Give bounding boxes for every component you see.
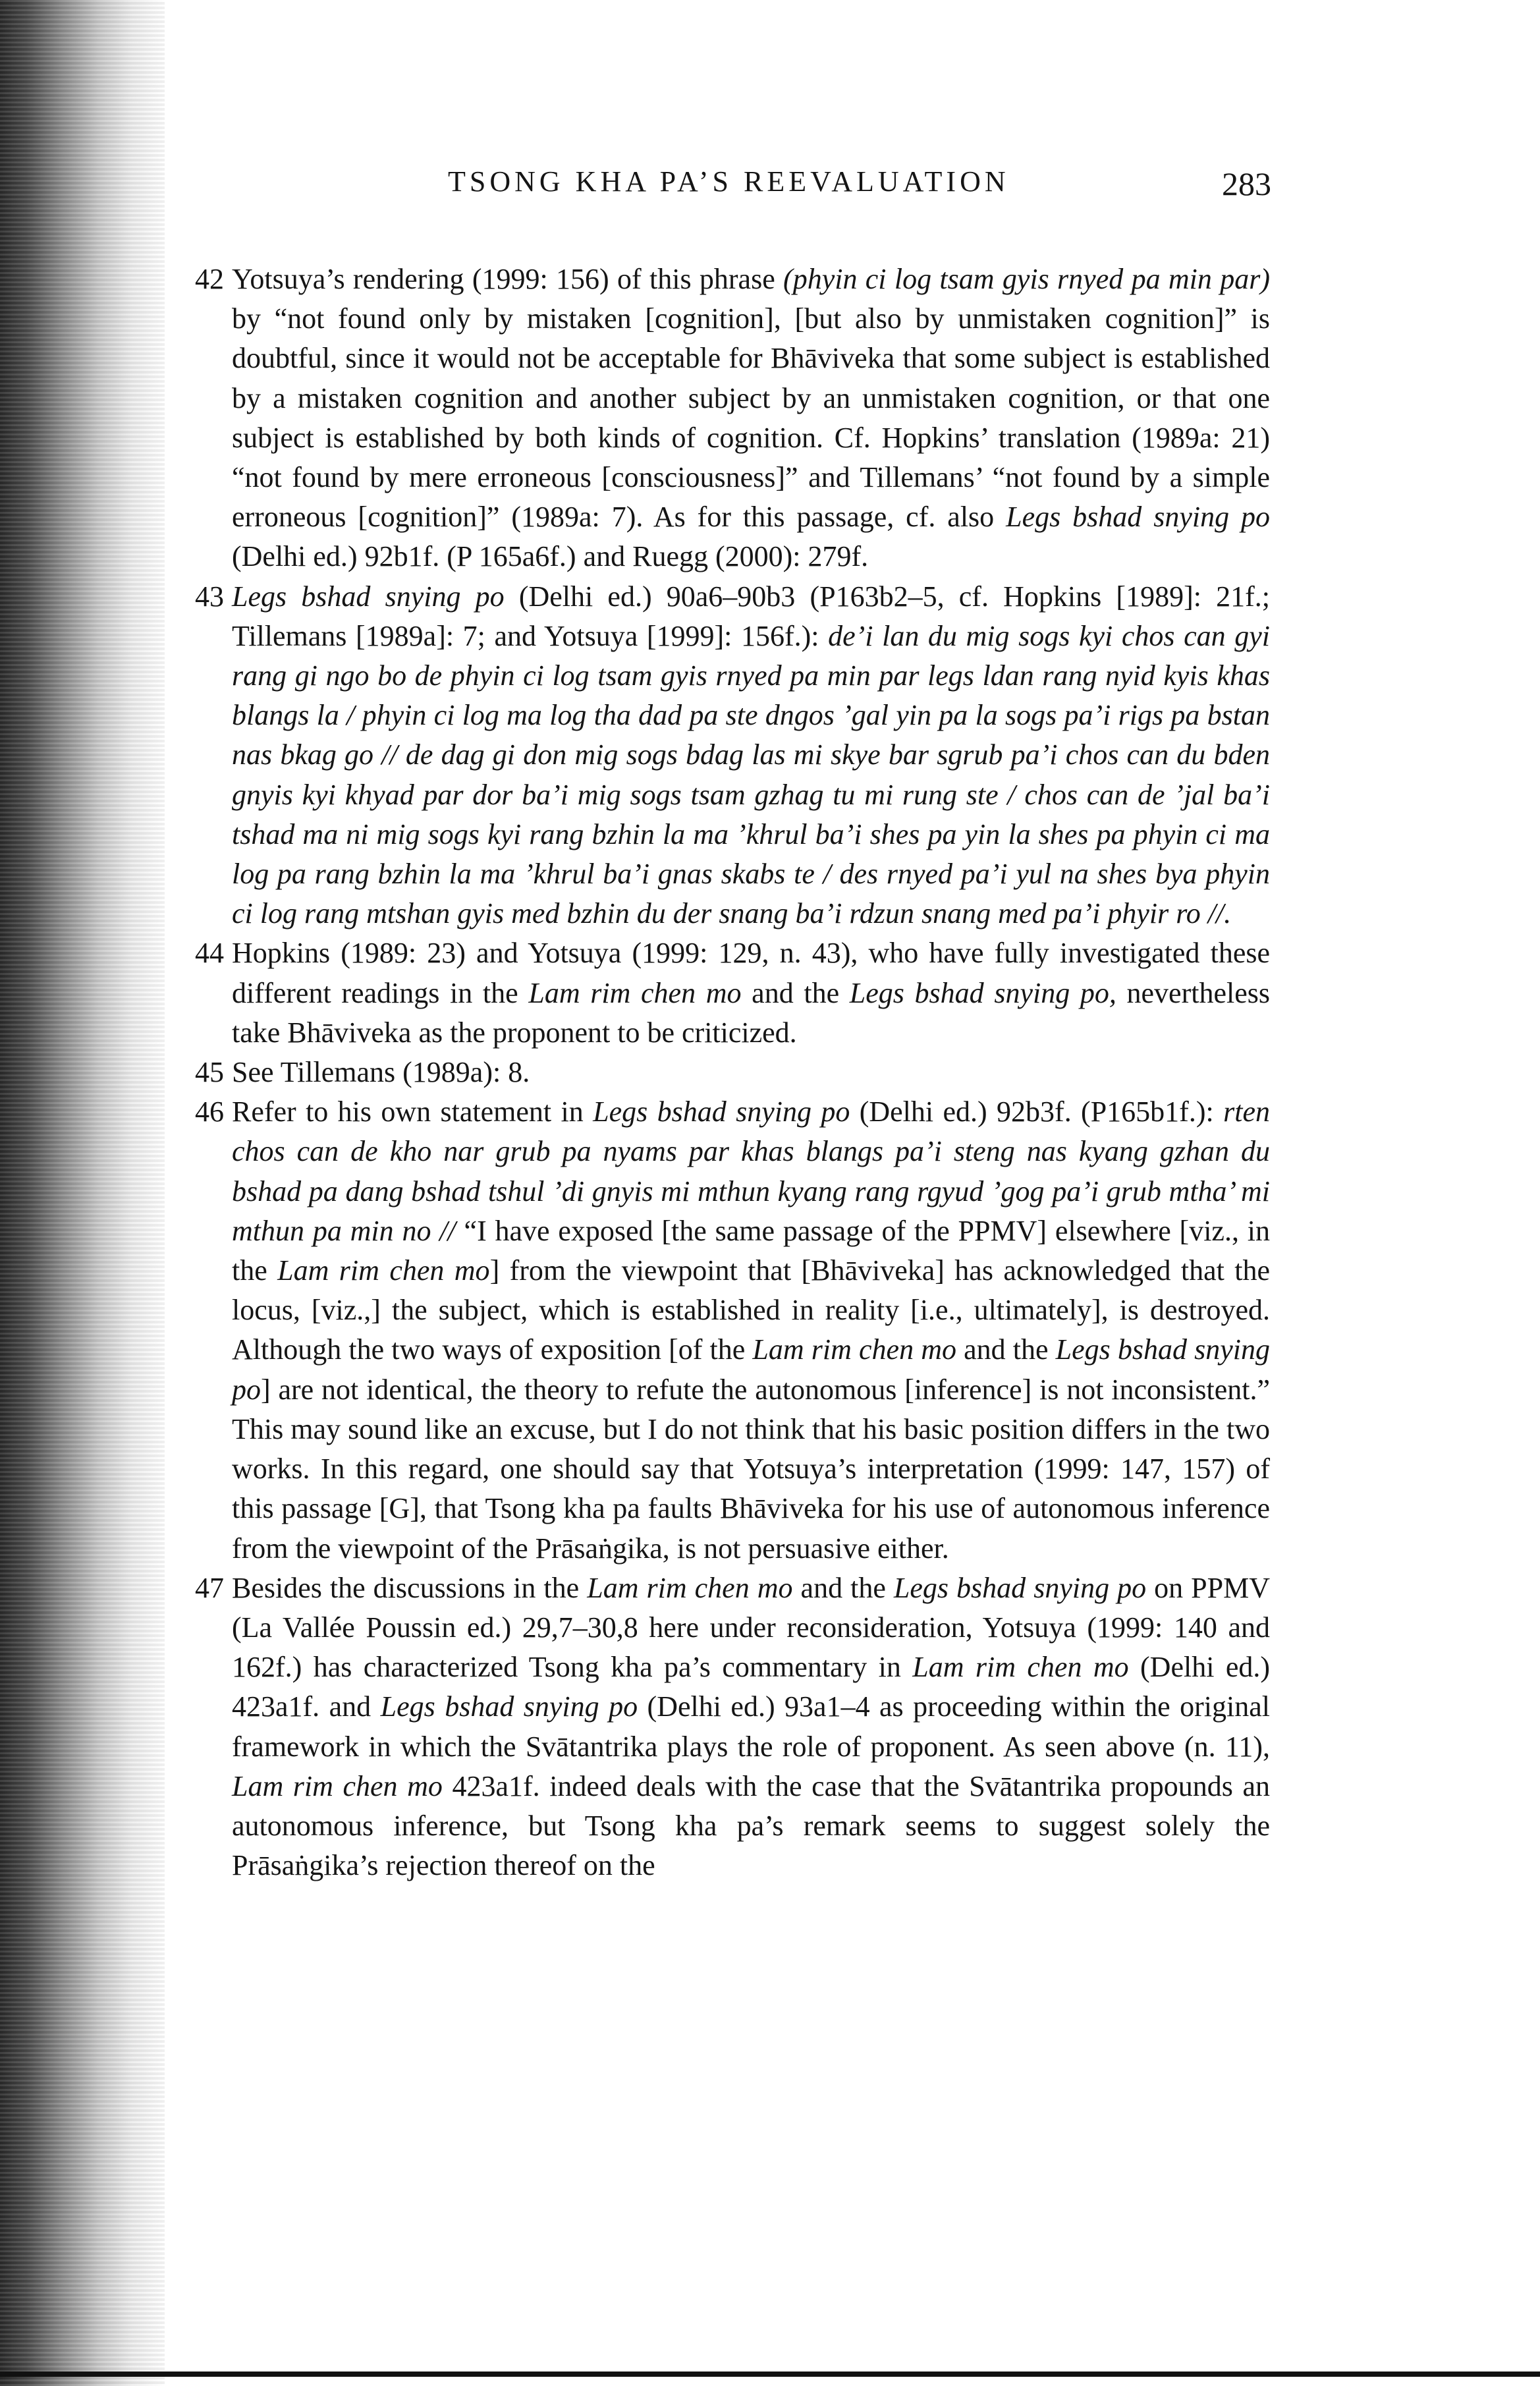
endnote-text: and the	[956, 1333, 1056, 1366]
endnote-italic-text: rten chos can de kho nar grub pa nyams par khas blangs pa’i steng nas kyang gzhan du bshad pa dang bshad tshul ’di gnyis mi mthun kyang rang rgyud ’gog pa’i grub mtha’ mi mthun pa min no //	[232, 1096, 1270, 1247]
endnote-italic-text: Legs bshad snying po	[232, 1333, 1271, 1406]
endnote-italic-text: Lam rim chen mo	[752, 1333, 956, 1366]
endnote-italic-text: Legs bshad snying po	[232, 580, 505, 613]
endnote	[195, 1053, 1270, 1092]
endnote-text: (Delhi ed.) 423a1f. and	[232, 1651, 1271, 1723]
endnote-text: (Delhi ed.) 93a1–4 as proceeding within the original framework in which the Svātantrika plays the role of proponent. As seen above (n. 11),	[232, 1690, 1271, 1763]
endnote-text: by “not found only by mistaken [cognition], [but also by unmistaken cognition]” is doubtful, since it would not be acceptable for Bhāviveka that some subject is established by a mistaken cognition and another subject by an unmistaken cognition, or that one subject is established by both kinds of cognition. Cf. Hopkins’ translation (1989a: 21) “not found by mere erroneous [consciousness]” and Tillemans’ “not found by a simple erroneous [cognition]” (1989a: 7). As for this passage, cf. also	[232, 302, 1270, 534]
running-title: TSONG KHA PA’S REEVALUATION	[448, 165, 1010, 198]
endnote-text: (Delhi ed.) 92b1f. (P 165a6f.) and Ruegg (2000): 279f.	[232, 540, 869, 573]
endnote-text: See Tillemans (1989a): 8.	[232, 1056, 530, 1089]
endnote-italic-text: Legs bshad snying po	[380, 1690, 638, 1723]
endnote	[195, 260, 1270, 577]
endnote-text: and the	[792, 1571, 894, 1604]
endnote-number: 46	[195, 1096, 224, 1128]
endnote-text: (Delhi ed.) 92b3f. (P165b1f.):	[850, 1096, 1224, 1128]
endnote	[195, 1568, 1270, 1886]
endnote-text: ] are not identical, the theory to refute the autonomous [inference] is not inconsistent.” This may sound like an excuse, but I do not think that his basic position differs in the two works. In this regard, one should say that Yotsuya’s interpretation (1999: 147, 157) of this passage [G], that Tsong kha pa faults Bhāviveka for his use of autonomous inference from the viewpoint of the Prāsaṅgika, is not persuasive either.	[232, 1373, 1270, 1565]
running-head	[0, 165, 1540, 211]
endnote-number: 44	[195, 937, 224, 970]
endnote-italic-text: (phyin ci log tsam gyis rnyed pa min par)	[783, 263, 1270, 295]
endnote-text: ] from the viewpoint that [Bhāviveka] has acknowledged that the locus, [viz.,] the subject, which is established in reality [i.e., ultimately], is destroyed. Although the two ways of exposition [of the	[232, 1254, 1271, 1366]
endnote-text: “I have exposed [the same passage of the PPMV] elsewhere [viz., in the	[232, 1214, 1270, 1287]
endnote-number: 47	[195, 1571, 224, 1604]
endnote-italic-text: Lam rim chen mo	[277, 1254, 490, 1287]
endnote-text: Yotsuya’s rendering (1999: 156) of this phrase	[232, 263, 784, 295]
endnotes	[195, 260, 1270, 1885]
endnote-italic-text: Legs bshad snying po	[893, 1571, 1147, 1604]
endnote-italic-text: Lam rim chen mo	[528, 976, 742, 1009]
endnote	[195, 1092, 1270, 1568]
endnote-text: nevertheless take Bhāviveka as the proponent to be criticized.	[232, 976, 1270, 1049]
endnote-italic-text: Legs bshad snying po	[1006, 501, 1270, 534]
endnote-text: on PPMV (La Vallée Poussin ed.) 29,7–30,8 here under reconsideration, Yotsuya (1999: 140 and 162f.) has characterized Tsong kha pa’s commentary in	[232, 1571, 1271, 1684]
endnote-number: 43	[195, 580, 224, 613]
endnote-text: Besides the discussions in the	[232, 1571, 588, 1604]
endnote	[195, 577, 1270, 934]
endnote-text: 423a1f. indeed deals with the case that the Svātantrika propounds an autonomous inference, but Tsong kha pa’s remark seems to suggest solely the Prāsaṅgika’s rejection thereof on the	[232, 1769, 1271, 1882]
endnote-number: 42	[195, 263, 224, 295]
endnote-text: (Delhi ed.) 90a6–90b3 (P163b2–5, cf. Hopkins [1989]: 21f.; Tillemans [1989a]: 7; and Yotsuya [1999]: 156f.):	[232, 580, 1271, 652]
endnote-text: Refer to his own statement in	[232, 1096, 593, 1128]
endnote	[195, 933, 1270, 1053]
endnote-italic-text: Lam rim chen mo	[587, 1571, 793, 1604]
endnote-italic-text: Lam rim chen mo	[232, 1769, 443, 1802]
endnote-italic-text: de’i lan du mig sogs kyi chos can gyi rang gi ngo bo de phyin ci log tsam gyis rnyed pa min par legs ldan rang nyid kyis khas blangs la / phyin ci log ma log tha dad pa ste dngos ’gal yin pa la sogs pa’i rigs pa bstan nas bkag go // de dag gi don mig sogs bdag las mi skye bar sgrub pa’i chos can du bden gnyis kyi khyad par dor ba’i mig sogs tsam gzhag tu mi rung ste / chos can de ’jal ba’i tshad ma ni mig sogs kyi rang bzhin la ma ’khrul ba’i shes pa yin la shes pa phyin ci ma log pa rang bzhin la ma ’khrul ba’i gnas skabs te / des rnyed pa’i yul na shes bya phyin ci log rang mtshan gyis med bzhin du der snang ba’i rdzun snang med pa’i phyir ro //.	[232, 619, 1270, 930]
endnote-italic-text: Lam rim chen mo	[912, 1651, 1129, 1684]
endnote-text: Hopkins (1989: 23) and Yotsuya (1999: 129, n. 43), who have fully investigated these different readings in the	[232, 937, 1270, 1009]
scan-bottom-edge	[0, 2372, 1540, 2377]
endnote-number: 45	[195, 1056, 224, 1089]
endnote-text: and the	[741, 976, 850, 1009]
scan-binding-shadow	[0, 0, 165, 2386]
endnote-italic-text: Legs bshad snying po	[593, 1096, 850, 1128]
endnote-italic-text: Legs bshad snying po,	[849, 976, 1116, 1009]
page-number: 283	[1222, 165, 1271, 202]
